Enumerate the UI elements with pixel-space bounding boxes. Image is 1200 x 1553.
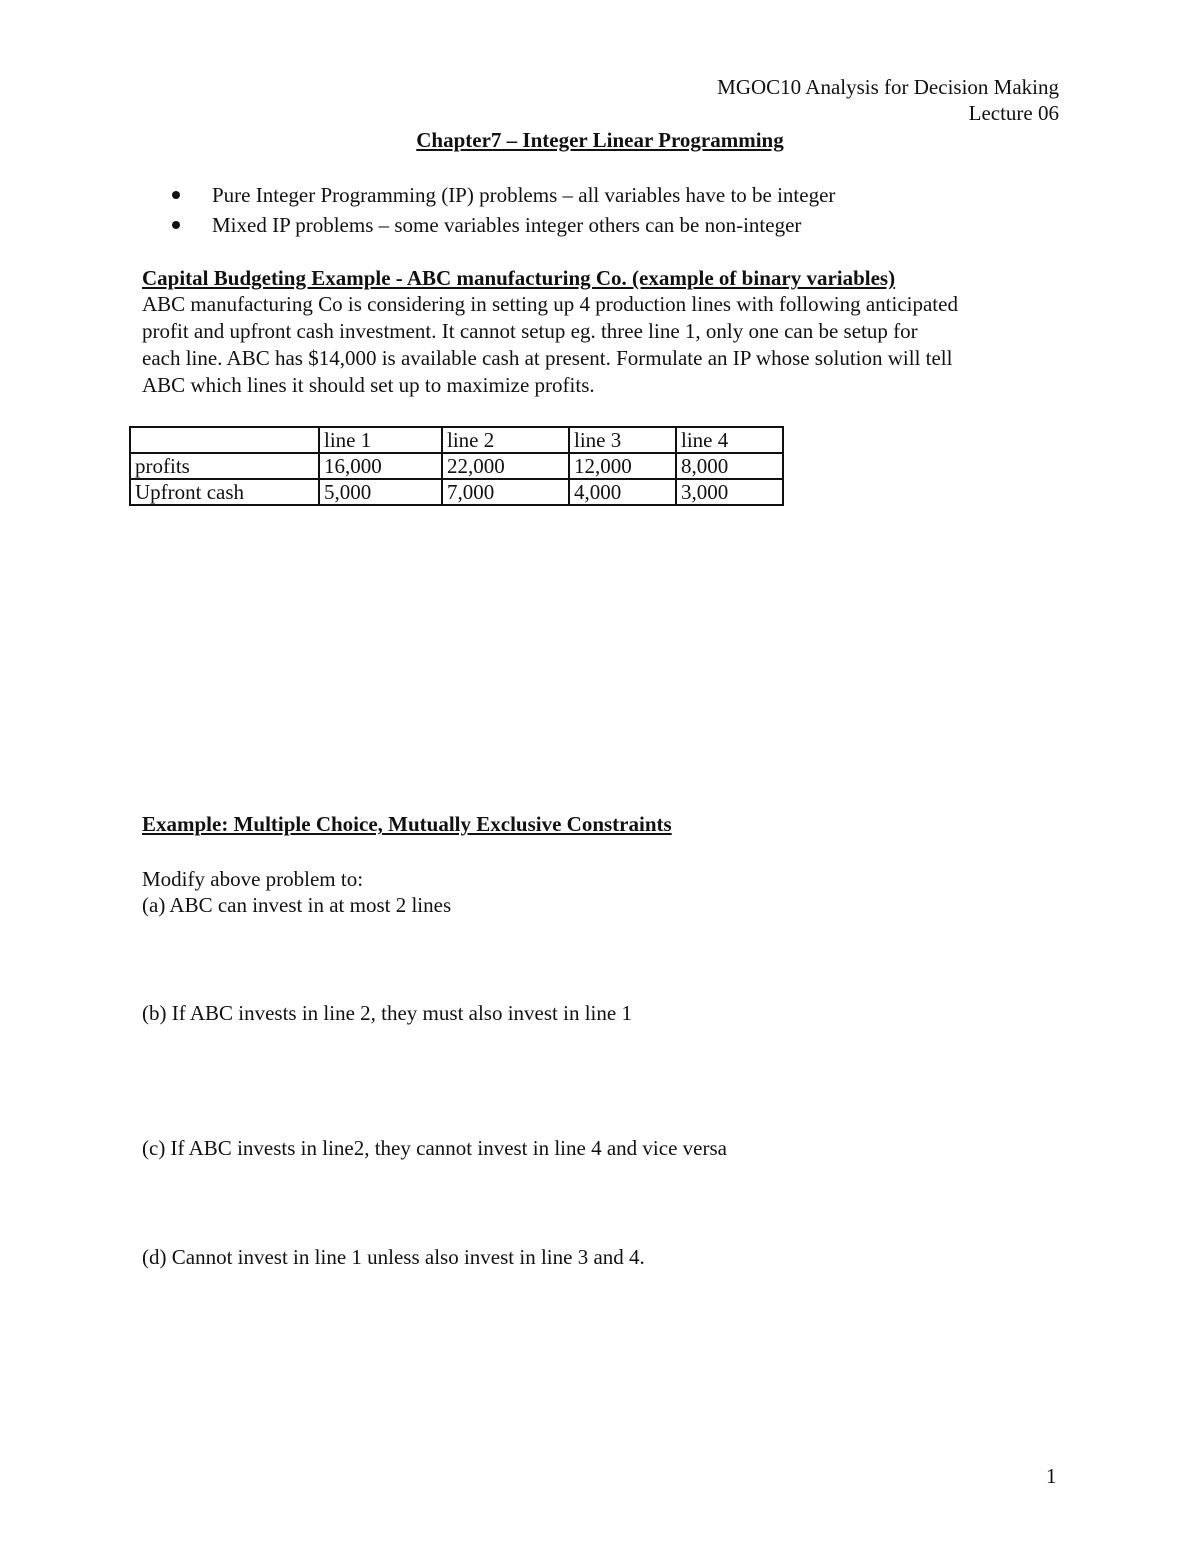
- bullet-dot-icon: [172, 191, 180, 199]
- paragraph-line: ABC manufacturing Co is considering in setting up 4 production lines with following anticipated: [142, 292, 958, 316]
- table-row: [130, 453, 783, 479]
- table-header-cell: line 2: [442, 427, 569, 453]
- multiple-choice-heading: Example: Multiple Choice, Mutually Exclusive Constraints: [142, 812, 672, 836]
- table-row-label: profits: [130, 453, 319, 479]
- paragraph-line: profit and upfront cash investment. It cannot setup eg. three line 1, only one can be setup for: [142, 319, 918, 343]
- capital-budgeting-heading: Capital Budgeting Example - ABC manufacturing Co. (example of binary variables): [142, 266, 896, 290]
- chapter-title: Chapter7 – Integer Linear Programming: [416, 128, 784, 152]
- table-header-cell: line 1: [319, 427, 442, 453]
- table-row: [130, 479, 783, 505]
- table-cell: 7,000: [442, 479, 569, 505]
- table-row-label: Upfront cash: [130, 479, 319, 505]
- bullet-text: Pure Integer Programming (IP) problems – all variables have to be integer: [212, 183, 836, 207]
- item-c: (c) If ABC invests in line2, they cannot invest in line 4 and vice versa: [142, 1136, 727, 1160]
- table-cell: 4,000: [569, 479, 676, 505]
- table-header-cell: line 4: [676, 427, 783, 453]
- paragraph-line: each line. ABC has $14,000 is available cash at present. Formulate an IP whose solution will tell: [142, 346, 953, 370]
- course-title: MGOC10 Analysis for Decision Making: [717, 75, 1059, 99]
- table-cell: 3,000: [676, 479, 783, 505]
- modify-intro: Modify above problem to:: [142, 867, 364, 891]
- page-number: 1: [1046, 1464, 1057, 1488]
- table-cell: 5,000: [319, 479, 442, 505]
- item-b: (b) If ABC invests in line 2, they must also invest in line 1: [142, 1001, 632, 1025]
- paragraph-line: ABC which lines it should set up to maximize profits.: [142, 373, 595, 397]
- item-d: (d) Cannot invest in line 1 unless also invest in line 3 and 4.: [142, 1245, 645, 1269]
- item-a: (a) ABC can invest in at most 2 lines: [142, 893, 452, 917]
- table-cell: 22,000: [442, 453, 569, 479]
- table-cell: [130, 427, 319, 453]
- bullet-dot-icon: [172, 221, 180, 229]
- production-lines-table: [129, 426, 784, 506]
- table-cell: 8,000: [676, 453, 783, 479]
- table-header-cell: line 3: [569, 427, 676, 453]
- table-cell: 12,000: [569, 453, 676, 479]
- bullet-text: Mixed IP problems – some variables integer others can be non-integer: [212, 213, 802, 237]
- capital-budgeting-paragraph: [142, 291, 1072, 399]
- table-cell: 16,000: [319, 453, 442, 479]
- lecture-number: Lecture 06: [968, 101, 1059, 125]
- table-header-row: [130, 427, 783, 453]
